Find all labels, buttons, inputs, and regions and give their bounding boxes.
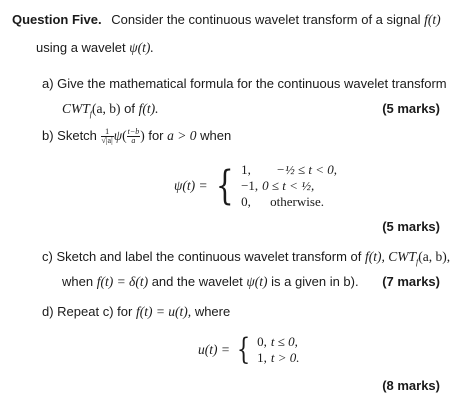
part-c-tail: is a given in b). <box>271 274 359 289</box>
part-c-delta-eq: f(t) = δ(t) <box>96 274 149 289</box>
part-c-label: c) Sketch and label the continuous wavelet transform of <box>42 249 362 264</box>
psi-piecewise <box>174 162 341 210</box>
part-c-line-1 <box>42 249 450 267</box>
u-lhs: u(t) = <box>198 342 230 357</box>
part-a-label: a) Give the mathematical formula for the continuous wavelet transform <box>42 76 447 91</box>
scale-fraction-den: √|a| <box>101 136 113 146</box>
intro-text-2: using a wavelet <box>36 40 126 55</box>
part-c-and: and the wavelet <box>151 274 243 289</box>
part-b-for: for <box>148 128 164 143</box>
part-b-label: b) Sketch <box>42 128 97 143</box>
shift-fraction <box>127 128 141 145</box>
u-case-row <box>257 350 303 366</box>
u-piecewise <box>198 334 303 366</box>
u-case-cond: t > 0. <box>270 350 300 365</box>
psi-lhs: ψ(t) = <box>174 178 208 193</box>
part-c-psi: ψ(t) <box>246 274 268 289</box>
question-heading: Question Five. <box>12 12 102 27</box>
left-brace: { <box>236 332 251 367</box>
part-d-marks: (8 marks) <box>382 378 440 393</box>
part-c-args: (a, b), <box>418 249 451 264</box>
question-intro-line-1 <box>12 12 441 28</box>
part-c-line-2 <box>62 274 359 290</box>
psi-case-cond: −½ ≤ t < 0, <box>276 162 337 177</box>
psi-case-value: −1, <box>241 178 259 193</box>
intro-signal: f(t) <box>424 12 441 27</box>
question-intro-line-2 <box>36 40 154 56</box>
part-c-subscript: f <box>416 257 419 267</box>
intro-text-1: Consider the continuous wavelet transform of a signal <box>111 12 421 27</box>
left-brace: { <box>215 163 234 209</box>
part-d-line-1 <box>42 304 230 320</box>
u-cases <box>257 334 303 366</box>
psi-cases <box>241 162 341 210</box>
part-a-marks: (5 marks) <box>382 101 440 116</box>
psi-symbol: ψ <box>113 128 123 143</box>
cwt-args: (a, b) <box>92 101 121 116</box>
u-case-value: 0, <box>257 334 267 349</box>
u-case-value: 1, <box>257 350 267 365</box>
part-b-when: when <box>200 128 232 143</box>
part-a-signal: f(t). <box>138 101 159 116</box>
psi-case-row <box>241 162 341 178</box>
intro-wavelet: ψ(t). <box>129 40 154 55</box>
psi-case-value: 0, <box>241 194 251 209</box>
scale-fraction-num: 1 <box>105 127 110 137</box>
u-case-cond: t ≤ 0, <box>270 334 298 349</box>
shift-fraction-den: a <box>127 136 141 145</box>
psi-case-value: 1, <box>241 162 251 177</box>
psi-case-cond: otherwise. <box>270 194 324 209</box>
part-a-of: of <box>124 101 135 116</box>
psi-case-cond: 0 ≤ t < ½, <box>262 178 315 193</box>
shift-fraction-num: t−b <box>127 127 140 137</box>
part-d-label: d) Repeat c) for <box>42 304 133 319</box>
scale-fraction <box>101 128 114 145</box>
psi-case-row <box>241 194 341 210</box>
part-a-line-2 <box>62 101 158 119</box>
psi-case-row <box>241 178 341 194</box>
cwt-subscript: f <box>89 109 92 119</box>
part-d-eq: f(t) = u(t), <box>135 304 192 319</box>
cwt-symbol: CWT <box>62 101 90 116</box>
part-d-where: where <box>194 304 231 319</box>
part-c-when: when <box>62 274 94 289</box>
part-b-marks: (5 marks) <box>382 219 440 234</box>
part-b-condition: a > 0 <box>167 128 197 143</box>
part-c-signal: f(t), CWT <box>365 249 417 264</box>
part-b-line-1: b) Sketch $\frac{1}{√|a|}$ ψ( $\frac{t-b}{a}$ ) for a > 0 when <box>42 127 232 146</box>
u-case-row <box>257 334 303 350</box>
part-c-marks: (7 marks) <box>382 274 440 289</box>
